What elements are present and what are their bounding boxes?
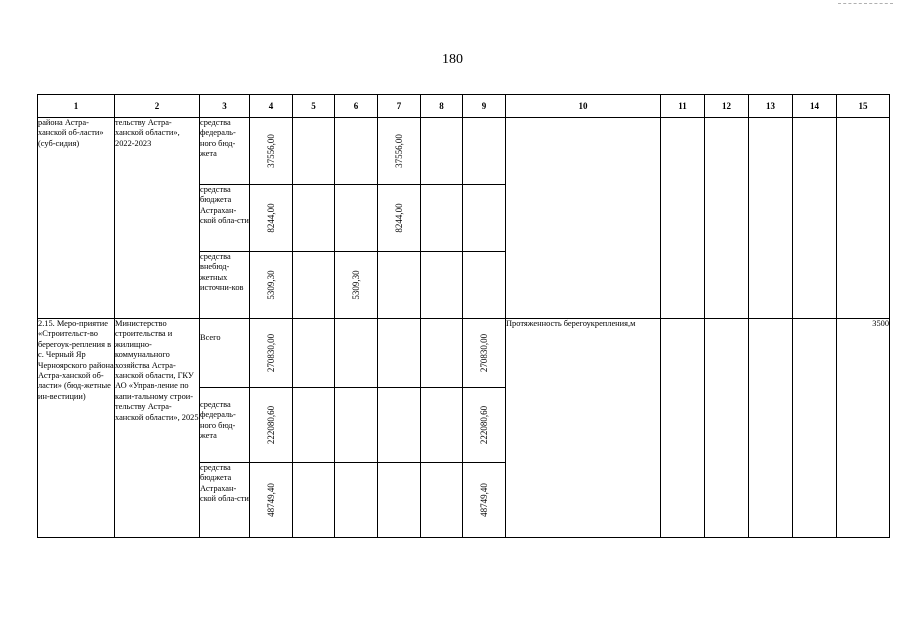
value-cell: 37556,00 xyxy=(394,134,404,168)
header-cell: 1 xyxy=(38,95,115,118)
header-cell: 15 xyxy=(837,95,890,118)
header-cell: 14 xyxy=(793,95,837,118)
funding-source-cell: средства внебюд-жетных источни-ков xyxy=(200,252,250,319)
executor-cell: тельству Астра-ханской области», 2022-2023 xyxy=(115,118,200,319)
value-cell: 270830,00 xyxy=(479,333,489,373)
funding-source-cell: Всего xyxy=(200,319,250,388)
value-cell: 8244,00 xyxy=(394,203,404,233)
value-cell: 5309,30 xyxy=(266,270,276,300)
header-cell: 10 xyxy=(506,95,661,118)
value-cell: 5309,30 xyxy=(351,270,361,300)
value-cell: 222080,60 xyxy=(266,405,276,445)
value-cell: 48749,40 xyxy=(479,483,489,517)
header-cell: 3 xyxy=(200,95,250,118)
funding-source-cell: средства федераль-ного бюд-жета xyxy=(200,118,250,185)
table-row xyxy=(38,319,890,388)
funding-source-cell: средства бюджета Астрахан-ской обла-сти xyxy=(200,463,250,538)
header-cell: 11 xyxy=(661,95,705,118)
page-number: 180 xyxy=(442,52,463,67)
header-cell: 13 xyxy=(749,95,793,118)
funding-source-cell: средства бюджета Астрахан-ской обла-сти xyxy=(200,185,250,252)
indicator-cell: Протяженность берегоукрепления,м xyxy=(506,319,661,538)
measure-name-cell: района Астра-ханской об-ласти» (суб-сидия) xyxy=(38,118,115,319)
corner-mark xyxy=(838,3,893,4)
header-cell: 12 xyxy=(705,95,749,118)
budget-table xyxy=(37,94,890,538)
header-cell: 9 xyxy=(463,95,506,118)
table-row xyxy=(38,118,890,185)
header-cell: 8 xyxy=(421,95,463,118)
header-cell: 6 xyxy=(335,95,378,118)
header-cell: 4 xyxy=(250,95,293,118)
value-cell: 48749,40 xyxy=(266,483,276,517)
header-cell: 5 xyxy=(293,95,335,118)
header-cell: 7 xyxy=(378,95,421,118)
measure-name-cell: 2.15. Меро-приятие «Строительст-во берегоук-репления в с. Черный Яр Черноярского района Астра-ханской об-ласти» (бюд-жетные ин-вестиции) xyxy=(38,319,115,538)
value-cell: 222080,60 xyxy=(479,405,489,445)
value-cell: 8244,00 xyxy=(266,203,276,233)
executor-cell: Министерство строительства и жилищно-коммунального хозяйства Астра-ханской области, ГКУ АО «Управ-ление по капи-тальному строи-тельству Астра-ханской области», 2025 xyxy=(115,319,200,538)
header-row xyxy=(38,95,890,118)
value-cell: 37556,00 xyxy=(266,134,276,168)
header-cell: 2 xyxy=(115,95,200,118)
indicator-value-cell: 3500 xyxy=(837,319,890,538)
value-cell: 270830,00 xyxy=(266,333,276,373)
funding-source-cell: средства федераль-ного бюд-жета xyxy=(200,388,250,463)
